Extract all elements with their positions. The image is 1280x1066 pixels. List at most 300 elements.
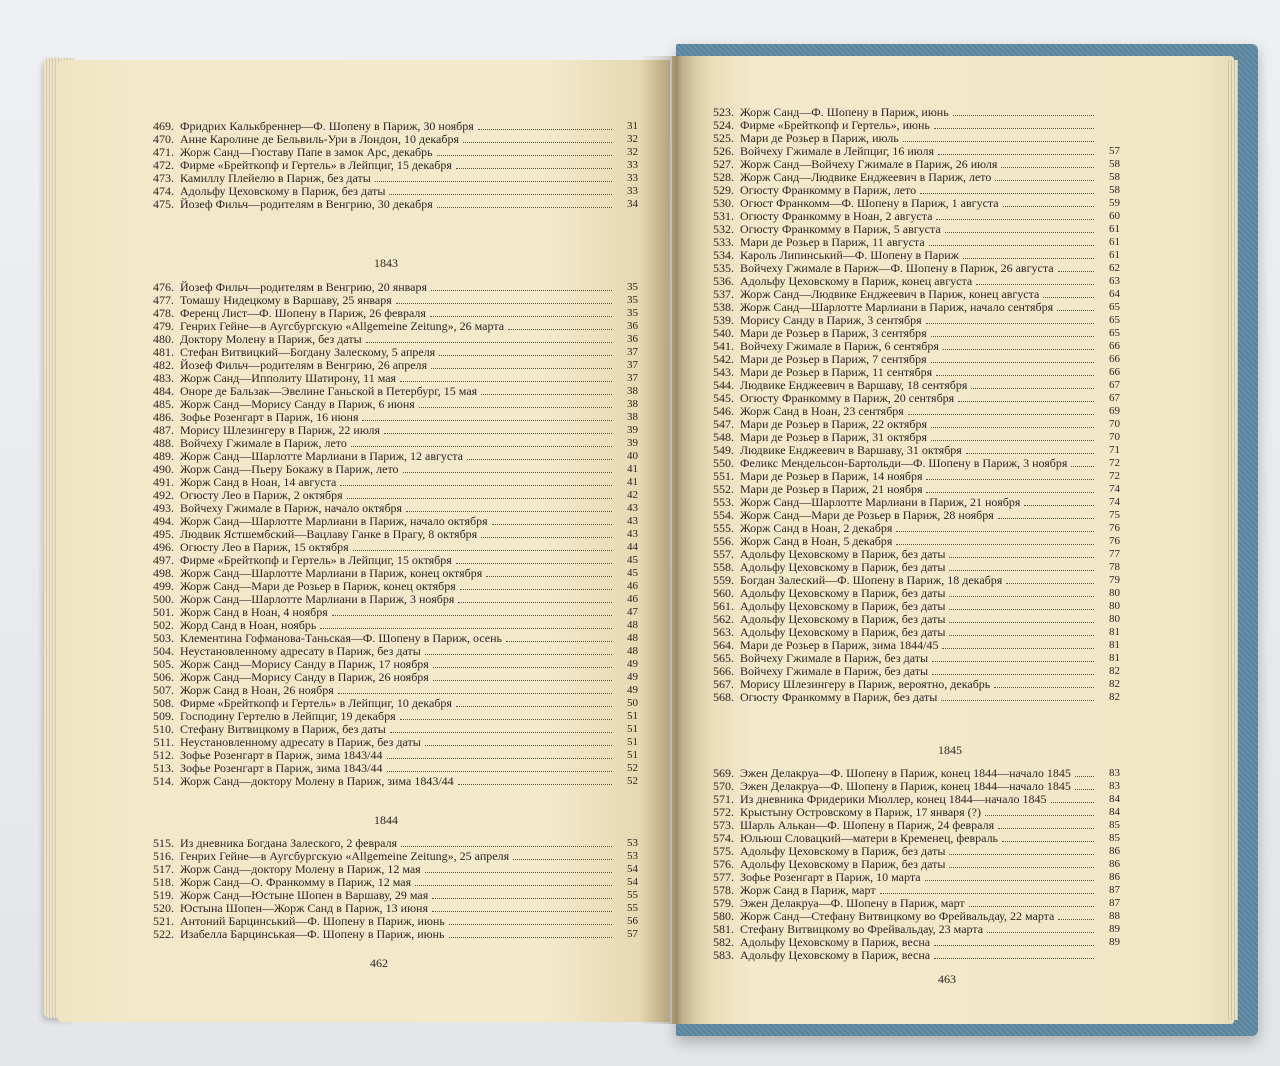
dot-leader	[945, 223, 1094, 233]
entry-title: Из дневника Фридерики Мюллер, конец 1844—начало 1845	[740, 792, 1047, 806]
dot-leader	[1006, 574, 1094, 584]
dot-leader	[439, 346, 612, 356]
dot-leader	[390, 723, 612, 733]
entry-title: Адольфу Цеховскому в Париж, без даты	[740, 560, 946, 574]
dot-leader	[449, 928, 612, 938]
entry-title: Адольфу Цеховскому в Париж, весна	[740, 948, 931, 962]
dot-leader	[362, 411, 612, 421]
entry-page-number: 65	[1109, 327, 1120, 339]
dot-leader	[460, 580, 612, 590]
entry-number: 549.	[713, 443, 734, 457]
entry-number: 578.	[713, 883, 734, 897]
entry-page-number: 38	[627, 411, 638, 423]
entry-page-number: 39	[627, 437, 638, 449]
entry-page-number: 81	[1109, 626, 1120, 638]
entry-title: Жорж Санд—Шарлотте Марлиани в Париж, 21 ноября	[740, 495, 1021, 509]
entry-page-number: 64	[1109, 288, 1120, 300]
entry-title: Огюст Франкомм—Ф. Шопену в Париж, 1 августа	[740, 196, 999, 210]
entry-number: 532.	[713, 222, 734, 236]
entry-page-number: 86	[1109, 858, 1120, 870]
dot-leader	[1075, 767, 1094, 777]
entry-page-number: 51	[627, 710, 638, 722]
entry-page-number: 37	[627, 346, 638, 358]
dot-leader	[425, 736, 612, 746]
entry-title: Стефану Витвицкому во Фрейвальдау, 23 марта	[740, 922, 984, 936]
entry-number: 560.	[713, 586, 734, 600]
entry-title: Жорж Санд—Мари де Розьер в Париж, 28 ноября	[740, 508, 994, 522]
dot-leader	[936, 366, 1094, 376]
dot-leader	[929, 236, 1094, 246]
entry-title: Жорж Санд—Шарлотте Марлиани в Париж, начало сентября	[740, 300, 1054, 314]
dot-leader	[994, 678, 1094, 688]
dot-leader	[1003, 197, 1094, 207]
entry-title: Зофье Розенгарт в Париж, зима 1843/44	[180, 748, 383, 762]
entry-page-number: 74	[1109, 483, 1120, 495]
entry-title: Жорж Санд в Ноан, 26 ноября	[180, 683, 334, 697]
entry-title: Жорж Санд—Мари де Розьер в Париж, конец октября	[180, 579, 456, 593]
entry-page-number: 42	[627, 489, 638, 501]
year-heading-1844: 1844	[374, 813, 398, 827]
entry-title: Огюсту Франкомму в Ноан, 2 августа	[740, 209, 933, 223]
dot-leader	[467, 450, 612, 460]
entry-number: 485.	[153, 397, 174, 411]
dot-leader	[985, 806, 1094, 816]
entry-title: Стефан Витвицкий—Богдану Залескому, 5 апреля	[180, 345, 436, 359]
entry-page-number: 55	[627, 902, 638, 914]
entry-page-number: 54	[627, 863, 638, 875]
entry-page-number: 74	[1109, 496, 1120, 508]
entry-number: 537.	[713, 287, 734, 301]
entry-page-number: 41	[627, 476, 638, 488]
entry-title: Эжен Делакруа—Ф. Шопену в Париж, конец 1844—начало 1845	[740, 779, 1071, 793]
entry-number: 481.	[153, 345, 174, 359]
dot-leader	[880, 884, 1094, 894]
entry-page-number: 67	[1109, 379, 1120, 391]
dot-leader	[925, 871, 1094, 881]
entry-title: Из дневника Богдана Залеского, 2 февраля	[180, 836, 398, 850]
entry-page-number: 82	[1109, 691, 1120, 703]
dot-leader	[387, 749, 612, 759]
entry-page-number: 61	[1109, 223, 1120, 235]
entry-number: 558.	[713, 560, 734, 574]
entry-number: 511.	[153, 735, 174, 749]
year-heading-1843: 1843	[374, 256, 398, 270]
dot-leader	[971, 379, 1094, 389]
entry-page-number: 67	[1109, 392, 1120, 404]
entry-number: 505.	[153, 657, 174, 671]
entry-title: Жорж Санд—Войчеху Гжимале в Париж, 26 июля	[740, 157, 998, 171]
entry-title: Жорж Санд—доктору Молену в Париж, 12 мая	[180, 862, 421, 876]
entry-page-number: 57	[627, 928, 638, 940]
entry-title: Огюсту Франкомму в Париж, 5 августа	[740, 222, 941, 236]
entry-page-number: 55	[627, 889, 638, 901]
entry-number: 474.	[153, 184, 174, 198]
entry-title: Огюсту Франкомму в Париж, лето	[740, 183, 917, 197]
entry-page-number: 58	[1109, 184, 1120, 196]
entry-title: Жорж Санд в Ноан, 2 декабря	[740, 521, 893, 535]
entry-page-number: 72	[1109, 457, 1120, 469]
entry-page-number: 81	[1109, 639, 1120, 651]
dot-leader	[425, 645, 612, 655]
entry-page-number: 35	[627, 307, 638, 319]
dot-leader	[347, 489, 612, 499]
entry-page-number: 48	[627, 645, 638, 657]
entry-title: Жорж Санд—Шарлотте Марлиани в Париж, 3 ноября	[180, 592, 455, 606]
entry-title: Адольфу Цеховскому в Париж, без даты	[180, 184, 386, 198]
entry-page-number: 52	[627, 775, 638, 787]
entry-page-number: 32	[627, 133, 638, 145]
toc-entry	[140, 198, 640, 211]
entry-number: 470.	[153, 132, 174, 146]
entry-number: 526.	[713, 144, 734, 158]
entry-number: 472.	[153, 158, 174, 172]
entry-number: 535.	[713, 261, 734, 275]
dot-leader	[908, 405, 1094, 415]
entry-page-number: 52	[627, 762, 638, 774]
entry-number: 507.	[153, 683, 174, 697]
entry-title: Неустановленному адресату в Париж, без даты	[180, 735, 421, 749]
entry-title: Жорж Санд—Морису Санду в Париж, 17 ноября	[180, 657, 429, 671]
entry-number: 538.	[713, 300, 734, 314]
entry-number: 525.	[713, 131, 734, 145]
entry-number: 523.	[713, 105, 734, 119]
entry-page-number: 84	[1109, 806, 1120, 818]
entry-page-number: 56	[627, 915, 638, 927]
entry-title: Мари де Розьер в Париж, 3 сентября	[740, 326, 927, 340]
dot-leader	[903, 132, 1094, 142]
dot-leader	[1051, 793, 1094, 803]
entry-page-number: 83	[1109, 767, 1120, 779]
dot-leader	[931, 431, 1094, 441]
dot-leader	[400, 372, 612, 382]
entry-title: Крыстыну Островскому в Париж, 17 января (?)	[740, 805, 981, 819]
entry-title: Юстына Шопен—Жорж Санд в Париж, 13 июня	[180, 901, 428, 915]
dot-leader	[403, 463, 612, 473]
entry-page-number: 78	[1109, 561, 1120, 573]
entry-page-number: 35	[627, 281, 638, 293]
entry-title: Огюсту Лео в Париж, 2 октября	[180, 488, 343, 502]
entry-title: Неустановленному адресату в Париж, без даты	[180, 644, 421, 658]
entry-title: Стефану Витвицкому в Париж, без даты	[180, 722, 386, 736]
dot-leader	[492, 515, 612, 525]
entry-page-number: 49	[627, 671, 638, 683]
entry-number: 561.	[713, 599, 734, 613]
dot-leader	[431, 281, 612, 291]
entry-title: Жорж Санд в Париж, март	[740, 883, 876, 897]
entry-number: 506.	[153, 670, 174, 684]
entry-page-number: 89	[1109, 923, 1120, 935]
entry-number: 522.	[153, 927, 174, 941]
entry-title: Жорж Санд—О. Франкомму в Париж, 12 мая	[180, 875, 412, 889]
dot-leader	[481, 528, 612, 538]
entry-page-number: 85	[1109, 832, 1120, 844]
left-entries-block-1	[140, 120, 640, 211]
entry-number: 477.	[153, 293, 174, 307]
entry-number: 476.	[153, 280, 174, 294]
entry-title: Йозеф Фильч—родителям в Венгрию, 30 декабря	[180, 197, 433, 211]
entry-page-number: 62	[1109, 262, 1120, 274]
dot-leader	[400, 710, 612, 720]
entry-number: 533.	[713, 235, 734, 249]
entry-title: Адольфу Цеховскому в Париж, весна	[740, 935, 931, 949]
entry-number: 567.	[713, 677, 734, 691]
entry-number: 554.	[713, 508, 734, 522]
dot-leader	[353, 541, 612, 551]
dot-leader	[1075, 780, 1094, 790]
dot-leader	[969, 897, 1094, 907]
entry-title: Зофье Розенгарт в Париж, 16 июня	[180, 410, 359, 424]
entry-number: 483.	[153, 371, 174, 385]
entry-page-number: 80	[1109, 613, 1120, 625]
entry-title: Мари де Розьер в Париж, 22 октября	[740, 417, 928, 431]
toc-entry	[700, 949, 1112, 962]
entry-page-number: 79	[1109, 574, 1120, 586]
entry-title: Фридрих Калькбреннер—Ф. Шопену в Париж, 30 ноября	[180, 119, 474, 133]
dot-leader	[513, 850, 612, 860]
entry-number: 570.	[713, 779, 734, 793]
entry-title: Фирме «Брейткопф и Гертель» в Лейпциг, 15 декабря	[180, 158, 452, 172]
entry-number: 517.	[153, 862, 174, 876]
entry-number: 583.	[713, 948, 734, 962]
entry-page-number: 38	[627, 385, 638, 397]
entry-number: 552.	[713, 482, 734, 496]
entry-page-number: 88	[1109, 910, 1120, 922]
entry-title: Фирме «Брейткопф и Гертель» в Лейпциг, 10 декабря	[180, 696, 452, 710]
entry-title: Адольфу Цеховскому в Париж, конец августа	[740, 274, 973, 288]
entry-number: 478.	[153, 306, 174, 320]
entry-number: 543.	[713, 365, 734, 379]
dot-leader	[458, 775, 612, 785]
dot-leader	[338, 684, 612, 694]
dot-leader	[430, 307, 612, 317]
entry-title: Богдан Залеский—Ф. Шопену в Париж, 18 декабря	[740, 573, 1003, 587]
entry-number: 527.	[713, 157, 734, 171]
entry-number: 565.	[713, 651, 734, 665]
dot-leader	[949, 845, 1094, 855]
entry-page-number: 41	[627, 463, 638, 475]
entry-page-number: 49	[627, 658, 638, 670]
entry-number: 492.	[153, 488, 174, 502]
entry-page-number: 33	[627, 185, 638, 197]
entry-page-number: 85	[1109, 819, 1120, 831]
entry-number: 484.	[153, 384, 174, 398]
entry-number: 540.	[713, 326, 734, 340]
entry-title: Жорж Санд—Пьеру Бокажу в Париж, лето	[180, 462, 399, 476]
entry-title: Войчеху Гжимале в Париж, лето	[180, 436, 347, 450]
entry-number: 486.	[153, 410, 174, 424]
entry-title: Войчеху Гжимале в Париж, начало октября	[180, 501, 403, 515]
dot-leader	[943, 340, 1094, 350]
entry-title: Морису Шлезингеру в Париж, вероятно, декабрь	[740, 677, 991, 691]
dot-leader	[478, 120, 612, 130]
entry-number: 513.	[153, 761, 174, 775]
entry-title: Жорж Санд—Шарлотте Марлиани в Париж, конец октября	[180, 566, 483, 580]
entry-page-number: 50	[627, 697, 638, 709]
dot-leader	[1024, 496, 1094, 506]
entry-number: 496.	[153, 540, 174, 554]
entry-title: Огюсту Франкомму в Париж, без даты	[740, 690, 938, 704]
entry-number: 497.	[153, 553, 174, 567]
toc-entry	[140, 928, 640, 941]
entry-title: Генрих Гейне—в Аугсбургскую «Allgemeine Zeitung», 25 апреля	[180, 849, 510, 863]
entry-title: Адольфу Цеховскому в Париж, без даты	[740, 547, 946, 561]
dot-leader	[949, 613, 1094, 623]
right-entries-block-1	[700, 105, 1120, 704]
dot-leader	[896, 522, 1094, 532]
entry-title: Камиллу Плейелю в Париж, без даты	[180, 171, 371, 185]
entry-number: 520.	[153, 901, 174, 915]
entry-number: 574.	[713, 831, 734, 845]
entry-page-number: 36	[627, 333, 638, 345]
entry-title: Мари де Розьер в Париж, 21 ноября	[740, 482, 923, 496]
entry-title: Войчеху Гжимале в Париж, без даты	[740, 651, 929, 665]
entry-number: 512.	[153, 748, 174, 762]
dot-leader	[366, 333, 612, 343]
entry-title: Войчеху Гжимале в Париж—Ф. Шопену в Париж, 26 августа	[740, 261, 1054, 275]
entry-page-number: 59	[1109, 197, 1120, 209]
entry-page-number: 66	[1109, 366, 1120, 378]
entry-page-number: 38	[627, 398, 638, 410]
entry-title: Огюсту Франкомму в Париж, 20 сентября	[740, 391, 955, 405]
entry-page-number: 60	[1109, 210, 1120, 222]
toc-entry	[700, 690, 1120, 704]
entry-title: Жорж Санд—Шарлотте Марлиани в Париж, начало октября	[180, 514, 488, 528]
entry-number: 557.	[713, 547, 734, 561]
entry-title: Жорж Санд—Людвике Енджеевич в Париж, конец августа	[740, 287, 1040, 301]
entry-title: Мари де Розьер в Париж, 11 августа	[740, 235, 925, 249]
entry-number: 482.	[153, 358, 174, 372]
entry-number: 544.	[713, 378, 734, 392]
left-page-number: 462	[370, 956, 388, 970]
entry-title: Жорж Санд—Гюставу Папе в замок Арс, декабрь	[180, 145, 433, 159]
toc-entry	[140, 775, 640, 788]
entry-number: 479.	[153, 319, 174, 333]
entry-number: 536.	[713, 274, 734, 288]
entry-title: Эжен Делакруа—Ф. Шопену в Париж, март	[740, 896, 965, 910]
entry-page-number: 47	[627, 606, 638, 618]
entry-page-number: 72	[1109, 470, 1120, 482]
dot-leader	[456, 159, 612, 169]
entry-page-number: 34	[627, 198, 638, 210]
left-entries-block-2	[140, 281, 640, 788]
dot-leader	[1001, 158, 1094, 168]
dot-leader	[953, 106, 1094, 116]
entry-number: 509.	[153, 709, 174, 723]
entry-page-number: 58	[1109, 158, 1120, 170]
entry-number: 516.	[153, 849, 174, 863]
entry-page-number: 51	[627, 723, 638, 735]
entry-title: Юльюш Словацкий—матери в Кременец, февраль	[740, 831, 999, 845]
entry-number: 580.	[713, 909, 734, 923]
entry-title: Адольфу Цеховскому в Париж, без даты	[740, 612, 946, 626]
entry-number: 547.	[713, 417, 734, 431]
dot-leader	[1043, 288, 1094, 298]
entry-page-number: 46	[627, 580, 638, 592]
right-page-number: 463	[938, 972, 956, 986]
entry-number: 504.	[153, 644, 174, 658]
dot-leader	[415, 876, 612, 886]
entry-title: Доктору Молену в Париж, без даты	[180, 332, 362, 346]
entry-number: 471.	[153, 145, 174, 159]
dot-leader	[449, 915, 612, 925]
entry-number: 571.	[713, 792, 734, 806]
entry-page-number: 69	[1109, 405, 1120, 417]
dot-leader	[433, 671, 612, 681]
dot-leader	[419, 398, 612, 408]
entry-number: 469.	[153, 119, 174, 133]
dot-leader	[949, 561, 1094, 571]
entry-page-number: 71	[1109, 444, 1120, 456]
entry-page-number: 37	[627, 359, 638, 371]
dot-leader	[926, 314, 1094, 324]
dot-leader	[932, 652, 1094, 662]
entry-title: Фирме «Брейткопф и Гертель» в Лейпциг, 15 октября	[180, 553, 452, 567]
entry-page-number: 82	[1109, 665, 1120, 677]
entry-number: 514.	[153, 774, 174, 788]
entry-number: 530.	[713, 196, 734, 210]
entry-page-number: 61	[1109, 249, 1120, 261]
entry-title: Жорж Санд в Ноан, 23 сентября	[740, 404, 904, 418]
entry-title: Людвике Енджеевич в Варшаву, 31 октября	[740, 443, 962, 457]
entry-page-number: 83	[1109, 780, 1120, 792]
entry-title: Мари де Розьер в Париж, 31 октября	[740, 430, 928, 444]
entry-title: Генрих Гейне—в Аугсбургскую «Allgemeine Zeitung», 26 марта	[180, 319, 505, 333]
entry-number: 545.	[713, 391, 734, 405]
entry-number: 541.	[713, 339, 734, 353]
entry-page-number: 43	[627, 528, 638, 540]
entry-number: 576.	[713, 857, 734, 871]
entry-title: Жорж Санд—Стефану Витвицкому во Фрейвальдау, 22 марта	[740, 909, 1055, 923]
dot-leader	[931, 327, 1094, 337]
entry-title: Войчеху Гжимале в Лейпциг, 16 июля	[740, 144, 934, 158]
entry-number: 493.	[153, 501, 174, 515]
entry-title: Адольфу Цеховскому в Париж, без даты	[740, 844, 946, 858]
entry-number: 559.	[713, 573, 734, 587]
entry-page-number: 80	[1109, 587, 1120, 599]
entry-page-number: 66	[1109, 353, 1120, 365]
dot-leader	[941, 691, 1094, 701]
entry-title: Мари де Розьер в Париж, 14 ноября	[740, 469, 923, 483]
dot-leader	[949, 548, 1094, 558]
dot-leader	[976, 275, 1094, 285]
entry-page-number: 51	[627, 736, 638, 748]
dot-leader	[934, 119, 1094, 129]
entry-number: 564.	[713, 638, 734, 652]
entry-page-number: 66	[1109, 340, 1120, 352]
entry-page-number: 81	[1109, 652, 1120, 664]
entry-title: Зофье Розенгарт в Париж, 10 марта	[740, 870, 921, 884]
entry-title: Клементина Гофманова-Таньская—Ф. Шопену в Париж, осень	[180, 631, 503, 645]
entry-number: 569.	[713, 766, 734, 780]
entry-page-number: 65	[1109, 301, 1120, 313]
entry-page-number: 53	[627, 837, 638, 849]
dot-leader	[1071, 457, 1094, 467]
entry-title: Томашу Нидецкому в Варшаву, 25 января	[180, 293, 392, 307]
entry-page-number: 32	[627, 146, 638, 158]
entry-page-number: 61	[1109, 236, 1120, 248]
entry-number: 487.	[153, 423, 174, 437]
dot-leader	[1058, 262, 1094, 272]
entry-number: 490.	[153, 462, 174, 476]
dot-leader	[351, 437, 612, 447]
entry-title: Морису Шлезингеру в Париж, 22 июля	[180, 423, 381, 437]
entry-page-number: 58	[1109, 171, 1120, 183]
entry-page-number: 40	[627, 450, 638, 462]
dot-leader	[387, 762, 612, 772]
entry-page-number: 70	[1109, 418, 1120, 430]
entry-number: 502.	[153, 618, 174, 632]
entry-page-number: 65	[1109, 314, 1120, 326]
